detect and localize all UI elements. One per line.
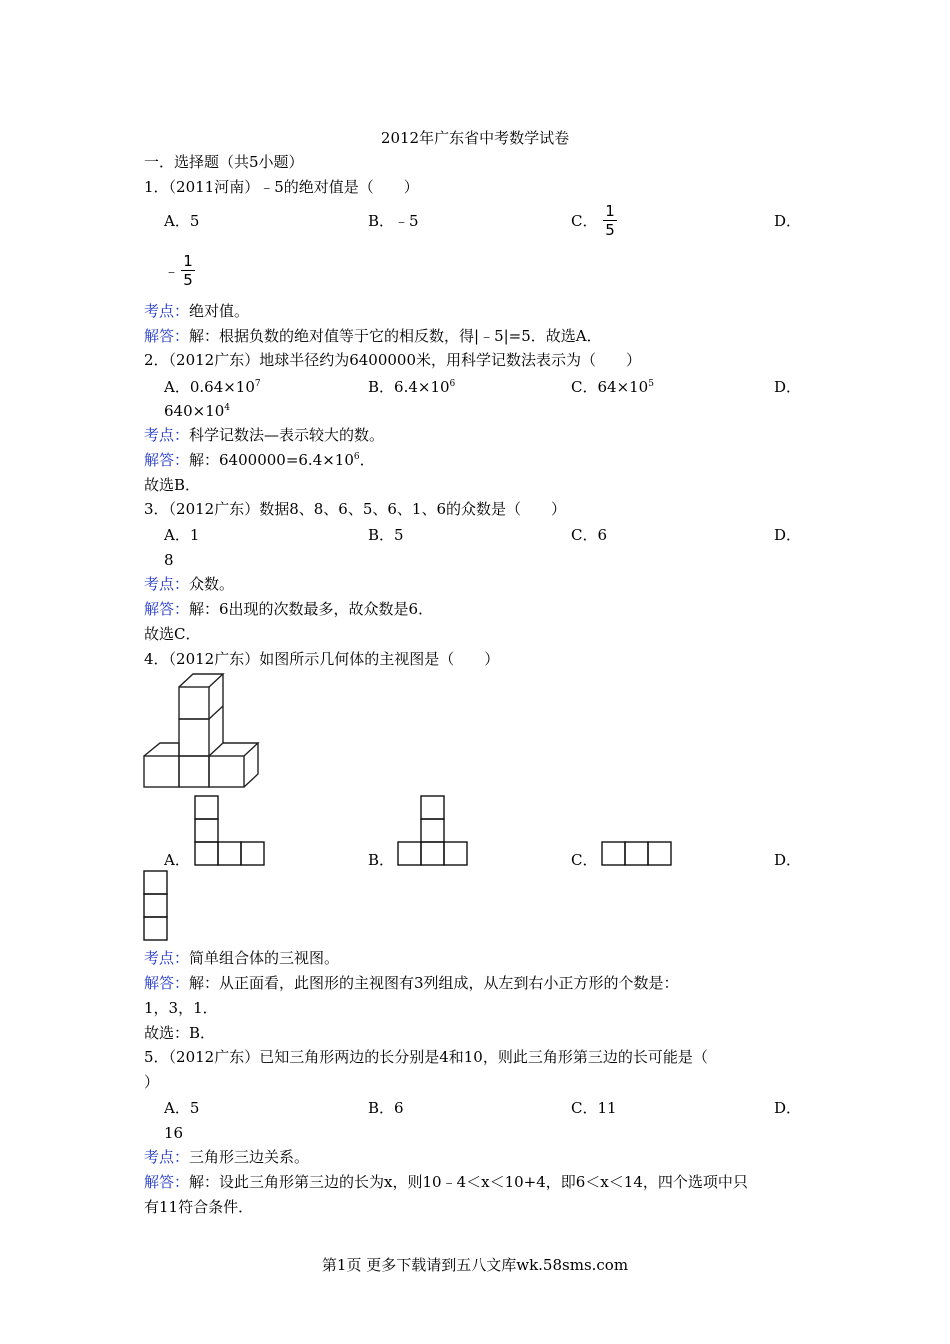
q5-option-c: C．11 [571, 1099, 617, 1117]
jieda-label: 解答： [144, 974, 190, 992]
kaodian-text: 简单组合体的三视图。 [189, 949, 340, 967]
jieda-text: 解：设此三角形第三边的长为x，则10﹣4＜x＜10+4，即6＜x＜14，四个选项中只 [189, 1173, 748, 1191]
q5-stem: 5．（2012广东）已知三角形两边的长分别是4和10，则此三角形第三边的长可能是（ [144, 1048, 708, 1066]
kaodian-label: 考点： [144, 302, 190, 320]
q4-conclusion: 故选：B． [144, 1024, 216, 1042]
q4-option-d-figure [143, 870, 169, 942]
jieda-label: 解答： [144, 327, 190, 345]
q4-solid-figure [140, 670, 265, 790]
fraction-numerator: 1 [183, 252, 193, 270]
page-title: 2012年广东省中考数学试卷 [380, 129, 570, 147]
jieda-text: 解：从正面看，此图形的主视图有3列组成，从左到右小正方形的个数是： [189, 974, 679, 992]
q4-option-c-figure [601, 841, 673, 867]
q1-option-b: B．﹣5 [368, 212, 419, 230]
q3-option-b: B．5 [368, 526, 404, 544]
fraction-numerator: 1 [605, 202, 615, 220]
page-footer: 第1页 更多下载请到五八文库wk.58sms.com [321, 1256, 629, 1274]
jieda-label: 解答： [144, 1173, 190, 1191]
q3-stem: 3．（2012广东）数据8、8、6、5、6、1、6的众数是（ ） [144, 500, 567, 518]
q2-option-d: D． [774, 378, 802, 396]
q5-jieda [144, 1172, 748, 1192]
jieda-label: 解答： [144, 451, 190, 469]
q5-option-d-value: 16 [164, 1124, 184, 1142]
q1-option-a: A．5 [164, 212, 200, 230]
q2-stem: 2．（2012广东）地球半径约为6400000米，用科学记数法表示为（ ） [144, 351, 642, 369]
q1-option-d: D． [774, 212, 802, 230]
kaodian-label: 考点： [144, 575, 190, 593]
q2-conclusion: 故选B． [144, 476, 201, 494]
q3-option-d: D． [774, 526, 802, 544]
q5-option-b: B．6 [368, 1099, 404, 1117]
q5-option-a: A．5 [164, 1099, 200, 1117]
q4-option-d: D． [774, 851, 802, 869]
q3-conclusion: 故选C． [144, 625, 201, 643]
q2-option-d-value: $640\times 10^4$ [164, 402, 231, 420]
jieda-text: 解：根据负数的绝对值等于它的相反数，得|﹣5|=5．故选A． [189, 327, 602, 345]
q3-jieda [144, 599, 433, 619]
q5-option-d: D． [774, 1099, 802, 1117]
kaodian-text: 三角形三边关系。 [189, 1148, 310, 1166]
q4-kaodian [144, 948, 339, 968]
q2-option-b: B．$6.4\times 10^6$ [368, 378, 456, 396]
kaodian-label: 考点： [144, 426, 190, 444]
kaodian-text: 科学记数法—表示较大的数。 [189, 426, 385, 444]
q2-option-c: C．$64\times 10^5$ [571, 378, 654, 396]
q3-option-d-value: 8 [164, 551, 174, 569]
section-heading: 一．选择题（共5小题） [144, 153, 304, 171]
q1-stem: 1．（2011河南）﹣5的绝对值是（ ） [144, 178, 419, 196]
q4-option-b-figure [397, 795, 469, 867]
q4-option-a: A． [164, 851, 190, 869]
q2-option-a: A．$0.64\times 10^7$ [164, 378, 261, 396]
q4-option-c: C． [571, 851, 598, 869]
q5-jieda-cont: 有11符合条件． [144, 1198, 254, 1216]
q5-stem-cont: ） [144, 1073, 160, 1091]
q3-kaodian [144, 574, 234, 594]
q3-option-c: C．6 [571, 526, 608, 544]
kaodian-label: 考点： [144, 1148, 190, 1166]
q1-option-d-sign: ﹣ [164, 262, 180, 280]
kaodian-text: 绝对值。 [189, 302, 250, 320]
q2-kaodian [144, 425, 384, 445]
q4-option-a-figure [194, 795, 266, 867]
q1-jieda [144, 326, 602, 346]
q4-jieda [144, 973, 679, 993]
q1-option-d-fraction [181, 253, 195, 288]
jieda-text: 解：6出现的次数最多，故众数是6． [189, 600, 434, 618]
kaodian-text: 众数。 [189, 575, 235, 593]
kaodian-label: 考点： [144, 949, 190, 967]
q4-jieda-cont: 1，3，1． [144, 999, 218, 1017]
jieda-label: 解答： [144, 600, 190, 618]
q1-kaodian [144, 301, 249, 321]
fraction-denominator: 5 [605, 221, 615, 239]
q1-option-c-fraction [603, 203, 617, 238]
q1-option-c: C． [571, 212, 598, 230]
q5-kaodian [144, 1147, 309, 1167]
q2-jieda: 解答：解：$6400000=6.4\times 10^6$． [144, 451, 375, 469]
q3-option-a: A．1 [164, 526, 200, 544]
q4-stem: 4．（2012广东）如图所示几何体的主视图是（ ） [144, 650, 500, 668]
q4-option-b: B． [368, 851, 395, 869]
fraction-denominator: 5 [183, 271, 193, 289]
